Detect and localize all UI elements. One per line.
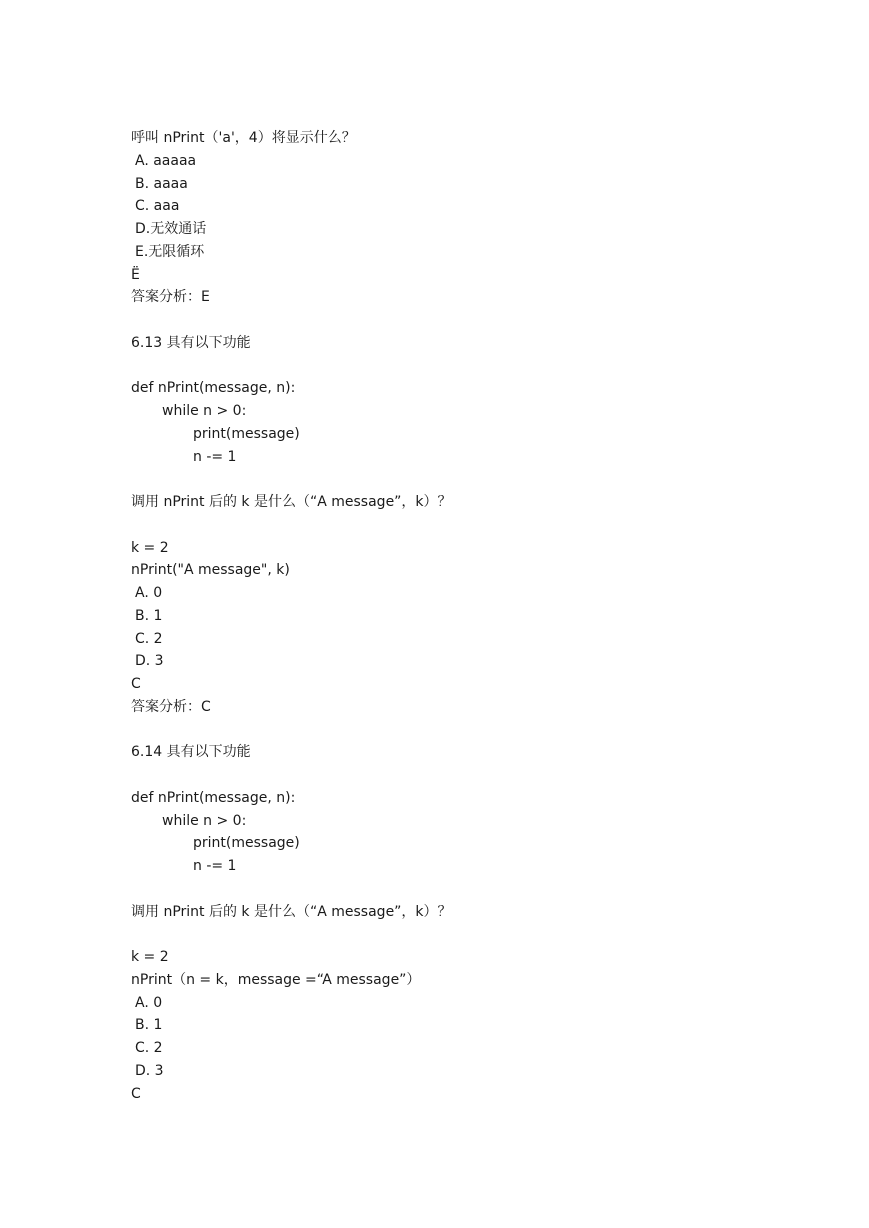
option-c: C. 2 [135,1040,163,1056]
code-line: def nPrint(message, n): [131,380,296,396]
option-b: B. 1 [135,1017,163,1033]
question-text: 调用 nPrint 后的 k 是什么（“A message”，k）？ [131,904,452,920]
setup-line: nPrint（n = k，message =“A message”） [131,972,421,988]
section-heading: 6.14 具有以下功能 [131,744,251,760]
option-c: C. aaa [135,198,180,214]
option-e: E.无限循环 [135,244,205,260]
answer-analysis: 答案分析：E [131,289,210,305]
answer: Ë [131,267,140,283]
code-line: print(message) [193,426,300,442]
setup-line: k = 2 [131,949,169,965]
code-line: def nPrint(message, n): [131,790,296,806]
section-heading: 6.13 具有以下功能 [131,335,251,351]
code-line: while n > 0: [162,403,247,419]
answer-analysis: 答案分析：C [131,699,211,715]
code-line: print(message) [193,835,300,851]
setup-line: nPrint("A message", k) [131,562,290,578]
option-d: D.无效通话 [135,221,207,237]
answer: C [131,1086,141,1102]
option-b: B. 1 [135,608,163,624]
option-a: A. aaaaa [135,153,197,169]
code-line: n -= 1 [193,858,237,874]
code-line: while n > 0: [162,813,247,829]
question-text: 呼叫 nPrint（'a'，4）将显示什么？ [131,130,356,146]
question-text: 调用 nPrint 后的 k 是什么（“A message”，k）？ [131,494,452,510]
option-b: B. aaaa [135,176,188,192]
option-a: A. 0 [135,995,163,1011]
option-a: A. 0 [135,585,163,601]
answer: C [131,676,141,692]
option-d: D. 3 [135,653,164,669]
setup-line: k = 2 [131,540,169,556]
code-line: n -= 1 [193,449,237,465]
option-c: C. 2 [135,631,163,647]
option-d: D. 3 [135,1063,164,1079]
